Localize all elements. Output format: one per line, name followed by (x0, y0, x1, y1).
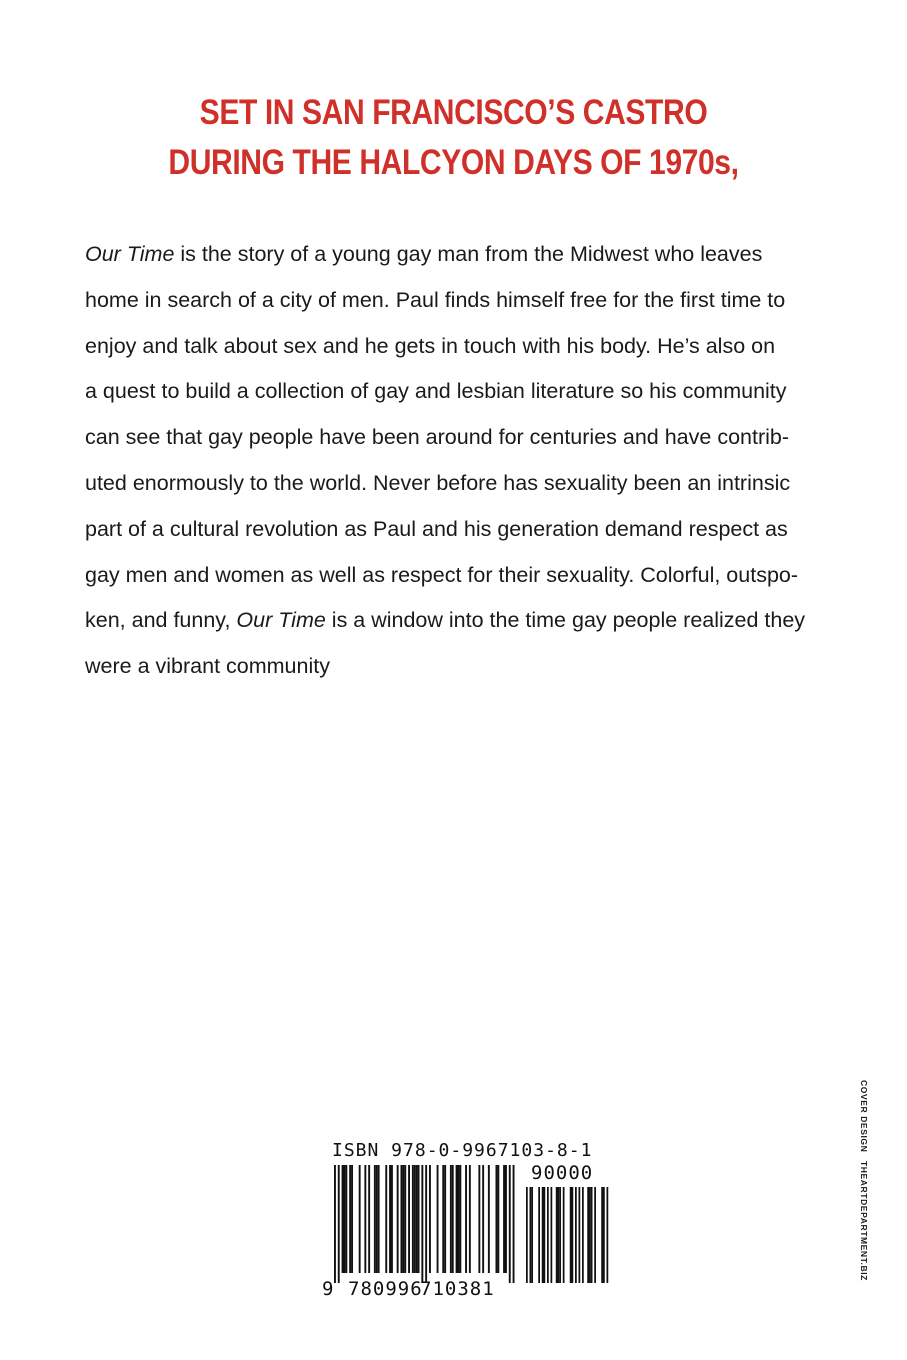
barcode-bar (344, 1165, 346, 1273)
credit-label: COVER DESIGN (859, 1080, 869, 1153)
blurb-line (85, 232, 845, 278)
barcode-bar (456, 1165, 458, 1273)
barcode-bar (412, 1165, 414, 1273)
addon-bar (579, 1187, 581, 1283)
isbn-label: ISBN 978-0-9967103-8-1 (332, 1140, 593, 1161)
barcode-bar (345, 1165, 347, 1273)
barcode-bar (482, 1165, 484, 1273)
blurb-line (85, 369, 845, 415)
barcode-bar (414, 1165, 416, 1273)
blurb-line (85, 278, 845, 324)
barcode-bar (349, 1165, 351, 1273)
barcode-bar (478, 1165, 480, 1273)
barcode-bar (389, 1165, 391, 1273)
barcode-bar (416, 1165, 418, 1273)
addon-bar (607, 1187, 609, 1283)
barcode-bar (425, 1165, 427, 1283)
barcode-bar (509, 1165, 511, 1283)
barcode-bar (418, 1165, 420, 1273)
addon-bar (538, 1187, 540, 1283)
barcode-bar (364, 1165, 366, 1273)
headline (63, 88, 843, 188)
blurb-line (85, 598, 845, 644)
barcode-bar (404, 1165, 406, 1273)
barcode-bar (338, 1165, 340, 1283)
barcode-bar (497, 1165, 499, 1273)
barcode-bar (385, 1165, 387, 1273)
headline-line-1: SET IN SAN FRANCISCO’S CASTRO (199, 93, 708, 132)
addon-bar (530, 1187, 532, 1283)
addon-bar (547, 1187, 549, 1283)
barcode-bar (402, 1165, 404, 1273)
blurb-text-run: enjoy and talk about sex and he gets in touch with his body. He’s also on (85, 333, 776, 358)
addon-bar (556, 1187, 558, 1283)
addon-bar (542, 1187, 544, 1283)
blurb-text-run: were a vibrant community (85, 654, 330, 679)
addon-bar (544, 1187, 546, 1283)
headline-line-2: DURING THE HALCYON DAYS OF 1970s, (168, 143, 739, 182)
blurb-line (85, 553, 845, 599)
book-title-italic: Our Time (85, 242, 175, 266)
blurb-text-run: can see that gay people have been around for centuries and have contrib- (85, 425, 790, 450)
barcode-bar (351, 1165, 353, 1273)
barcode-bar (334, 1165, 336, 1283)
blurb-line (85, 461, 845, 507)
blurb-text-run: is a window into the time gay people realized they (325, 608, 806, 633)
barcode-bar (378, 1165, 380, 1273)
addon-bar (582, 1187, 584, 1283)
addon-bar (558, 1187, 560, 1283)
price-code: 90000 (531, 1162, 594, 1184)
barcode-bar (421, 1165, 423, 1283)
blurb-text-run: part of a cultural revolution as Paul and his generation demand respect as (85, 516, 788, 541)
addon-bar (603, 1187, 605, 1283)
blurb-line (85, 324, 845, 370)
addon-bar (572, 1187, 574, 1283)
addon-bar (589, 1187, 591, 1283)
barcode-bar (368, 1165, 370, 1273)
ean-first-digit: 9 (322, 1278, 335, 1300)
book-title-italic: Our Time (236, 608, 326, 633)
blurb-text-run: ken, and funny, (85, 608, 237, 633)
addon-bar (570, 1187, 572, 1283)
blurb-line (85, 507, 845, 553)
barcode-bar (450, 1165, 452, 1273)
barcode-bar (513, 1165, 515, 1283)
blurb-text-run: is the story of a young gay man from the Midwest who leaves (174, 242, 763, 266)
barcode-bar (397, 1165, 399, 1273)
barcode-bar (408, 1165, 410, 1273)
blurb-text-run: a quest to build a collection of gay and lesbian literature so his community (85, 379, 787, 404)
addon-bar (559, 1187, 561, 1283)
credit-site: THEARTDEPARTMENT.BIZ (859, 1161, 869, 1282)
barcode-bar (505, 1165, 507, 1273)
addon-bar (526, 1187, 528, 1283)
barcode-bar (452, 1165, 454, 1273)
barcode-bar (442, 1165, 444, 1273)
barcode-bar (391, 1165, 393, 1273)
barcode-bar (401, 1165, 403, 1273)
addon-bar (531, 1187, 533, 1283)
isbn-barcode (320, 1165, 610, 1285)
addon-bar (563, 1187, 565, 1283)
addon-bar (587, 1187, 589, 1283)
barcode-bar (342, 1165, 344, 1273)
barcode-bar (359, 1165, 361, 1273)
barcode-bar (459, 1165, 461, 1273)
blurb-text-run: uted enormously to the world. Never before has sexuality been an intrinsic (85, 470, 791, 495)
blurb-line (85, 415, 845, 461)
blurb (85, 232, 845, 690)
barcode-bar (374, 1165, 376, 1273)
addon-bar (575, 1187, 577, 1283)
barcode-bar (376, 1165, 378, 1273)
addon-bar (601, 1187, 603, 1283)
blurb-text-run: home in search of a city of men. Paul finds himself free for the first time to (85, 287, 786, 312)
barcode-bar (496, 1165, 498, 1273)
blurb-line (85, 644, 845, 690)
addon-bar (591, 1187, 593, 1283)
barcode-bar (469, 1165, 471, 1273)
barcode-bar (465, 1165, 467, 1273)
barcode-bar (488, 1165, 490, 1273)
addon-bar (551, 1187, 553, 1283)
cover-design-credit (859, 1080, 869, 1281)
barcode-bar (458, 1165, 460, 1273)
barcode-bar (429, 1165, 431, 1273)
blurb-text-run: gay men and women as well as respect for their sexuality. Colorful, outspo- (85, 562, 799, 587)
ean-left-digits: 780996 (348, 1278, 423, 1300)
barcode-bar (444, 1165, 446, 1273)
ean-right-digits: 710381 (420, 1278, 495, 1300)
barcode-bar (437, 1165, 439, 1273)
barcode-bar (503, 1165, 505, 1273)
addon-bar (594, 1187, 596, 1283)
